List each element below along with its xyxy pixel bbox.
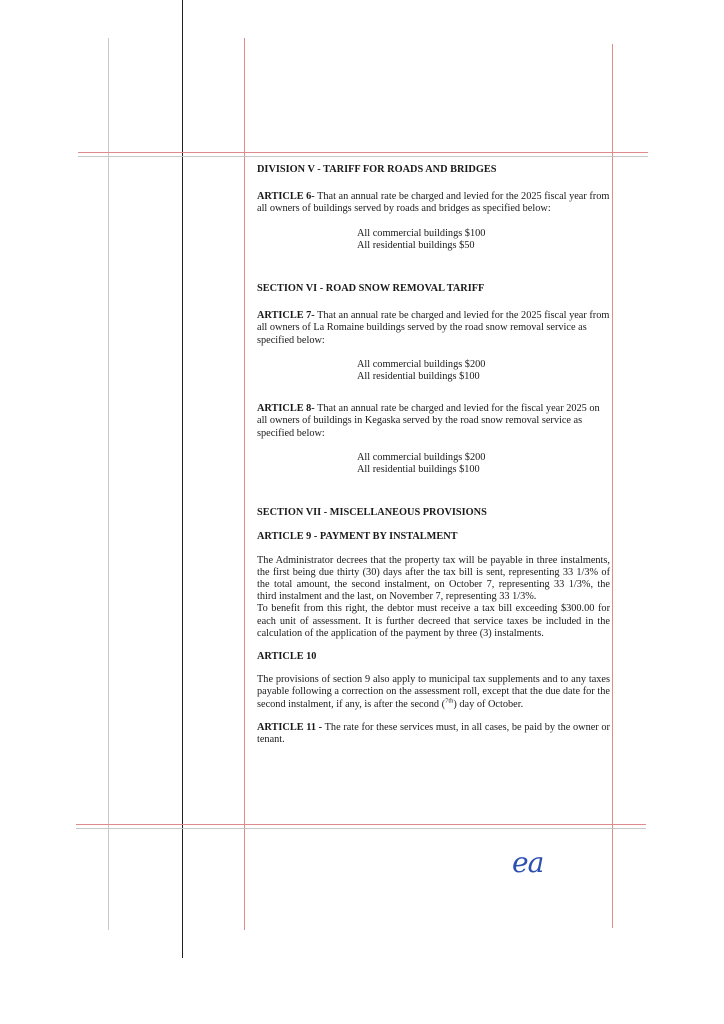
- article8-label: ARTICLE 8-: [257, 403, 315, 415]
- margin-line-top: [78, 152, 648, 153]
- section6-heading: SECTION VI - ROAD SNOW REMOVAL TARIFF: [257, 283, 485, 295]
- article8-list: [257, 452, 610, 476]
- margin-line-bottom: [76, 824, 646, 825]
- article6-list: [257, 228, 610, 252]
- article9-paragraph-1: The Administrator decrees that the property tax will be payable in three instalments, the first being due thirty (30) days after the tax bill is sent, representing 33 1/3% of the total amount, the second instalment, on October 7, representing 33 1/3%, the third instalment and the last, on November 7, representing 33 1/3%.: [257, 554, 610, 603]
- margin-line-top-2: [78, 156, 648, 157]
- article10-text-b: ) day of October.: [453, 698, 524, 710]
- margin-line-bottom-2: [76, 828, 646, 829]
- list-item: All commercial buildings $100: [357, 227, 486, 239]
- article7-label: ARTICLE 7-: [257, 310, 315, 322]
- list-item: All commercial buildings $200: [357, 358, 486, 370]
- article10-superscript: 7th: [445, 697, 454, 705]
- margin-line-left-outer: [108, 38, 109, 930]
- list-item: All residential buildings $50: [357, 239, 475, 251]
- binding-line: [182, 0, 183, 958]
- article8-text: That an annual rate be charged and levied for the fiscal year 2025 on all owners of buildings in Kegaska served by the road snow removal service as specified below:: [257, 403, 600, 439]
- section7-heading: SECTION VII - MISCELLANEOUS PROVISIONS: [257, 507, 487, 519]
- article9-paragraph-2: To benefit from this right, the debtor must receive a tax bill exceeding $300.00 for each unit of assessment. It is further decreed that service taxes be included in the calculation of the application of the payment by three (3) instalments.: [257, 603, 610, 639]
- article6-label: ARTICLE 6-: [257, 191, 315, 203]
- article6-text: That an annual rate be charged and levied for the 2025 fiscal year from all owners of buildings served by roads and bridges as specified below:: [257, 191, 610, 215]
- article7-text: That an annual rate be charged and levied for the 2025 fiscal year from all owners of La Romaine buildings served by the road snow removal service as specified below:: [257, 310, 610, 346]
- article10-text-a: The provisions of section 9 also apply to municipal tax supplements and to any taxes payable following a correction on the assessment roll, except that the due date for the second instalment, if any, is after the second (: [257, 674, 610, 710]
- article11: [257, 722, 610, 746]
- article8: [257, 403, 610, 440]
- article9-heading: ARTICLE 9 - PAYMENT BY INSTALMENT: [257, 531, 458, 543]
- margin-line-left: [244, 38, 245, 930]
- list-item: All commercial buildings $200: [357, 451, 486, 463]
- article11-text: The rate for these services must, in all cases, be paid by the owner or tenant.: [257, 721, 610, 746]
- article10-text: [257, 674, 610, 711]
- list-item: All residential buildings $100: [357, 464, 480, 476]
- division5-heading: DIVISION V - TARIFF FOR ROADS AND BRIDGES: [257, 164, 497, 175]
- article6: [257, 191, 610, 215]
- margin-line-right: [612, 44, 613, 928]
- article11-label: ARTICLE 11 -: [257, 721, 323, 733]
- article10-heading: ARTICLE 10: [257, 651, 317, 663]
- article7-list: [257, 359, 610, 383]
- article7: [257, 310, 610, 347]
- list-item: All residential buildings $100: [357, 371, 480, 383]
- document-body: [257, 164, 610, 746]
- handwritten-initials: ea: [512, 846, 544, 879]
